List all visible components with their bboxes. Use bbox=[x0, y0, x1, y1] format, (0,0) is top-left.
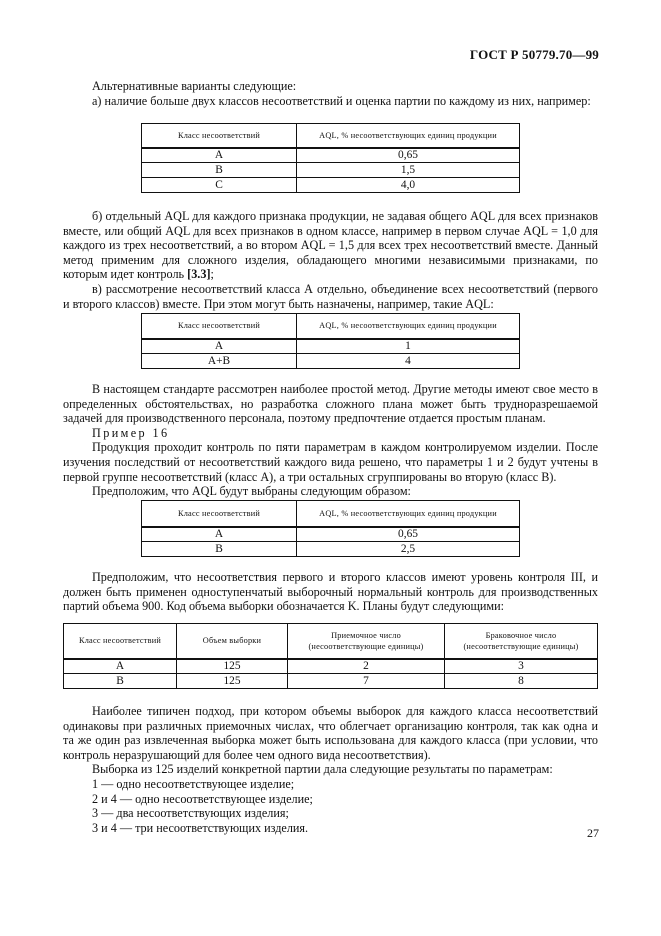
paragraph: Продукция проходит контроль по пяти параметрам в каждом контролируемом изделии. После изучения последствий от несоответствий каждого вида решено, что параметры 1 и 2 будут учтены в первой группе несоответствий (класс A), а три остальных сгруппированы во вторую (класс B). bbox=[63, 440, 598, 484]
paragraph: Наиболее типичен подход, при котором объемы выборок для каждого класса несоответствий одинаковы при различных приемочных числах, что облегчает организацию контроля, так как одна и та же один раз извлеченная выборка может быть использована для каждого класса (при условии, что контроль неразрушающий для более чем одного вида несоответствия). bbox=[63, 704, 598, 762]
column-header: AQL, % несоответствующих единиц продукции bbox=[297, 501, 520, 527]
sampling-plan-table bbox=[63, 623, 598, 689]
table-cell: 0,65 bbox=[297, 527, 520, 542]
list-item: 3 — два несоответствующих изделия; bbox=[92, 806, 289, 821]
text-block-4 bbox=[63, 570, 598, 614]
column-header: AQL, % несоответствующих единиц продукции bbox=[297, 314, 520, 339]
table-cell: 125 bbox=[177, 659, 288, 674]
table-cell: 7 bbox=[288, 674, 445, 689]
table-cell: 1 bbox=[297, 339, 520, 354]
text-block-3 bbox=[63, 382, 598, 499]
table-cell: 3 bbox=[445, 659, 598, 674]
table-cell: A bbox=[142, 527, 297, 542]
aql-table-3 bbox=[141, 500, 520, 557]
text-block-2 bbox=[63, 209, 598, 311]
table-cell: B bbox=[142, 163, 297, 178]
table-cell: 1,5 bbox=[297, 163, 520, 178]
table-cell: 8 bbox=[445, 674, 598, 689]
text-block-1 bbox=[63, 79, 598, 108]
table-row bbox=[142, 527, 520, 542]
column-header: Класс несоответствий bbox=[142, 314, 297, 339]
table-cell: 2 bbox=[288, 659, 445, 674]
list-item: 3 и 4 — три несоответствующих изделия. bbox=[92, 820, 309, 835]
column-header: Класс несоответствий bbox=[142, 124, 297, 148]
reference: [3.3] bbox=[187, 267, 211, 282]
table-cell: 4,0 bbox=[297, 178, 520, 193]
table-cell: A bbox=[142, 339, 297, 354]
table-cell: C bbox=[142, 178, 297, 193]
document-header: ГОСТ Р 50779.70—99 bbox=[469, 47, 599, 62]
header-line: (несоответствующие единицы) bbox=[308, 641, 424, 651]
aql-table-1 bbox=[141, 123, 520, 193]
list-item: 1 — одно несоответствующее изделие; bbox=[92, 776, 295, 791]
table-row bbox=[64, 659, 598, 674]
table-row bbox=[142, 178, 520, 193]
text-block-5 bbox=[63, 704, 598, 835]
paragraph: Выборка из 125 изделий конкретной партии дала следующие результаты по параметрам: bbox=[92, 762, 553, 777]
paragraph: в) рассмотрение несоответствий класса А отдельно, объединение всех несоответствий (первого и второго классов) вместе. При этом могут быть назначены, например, такие AQL: bbox=[63, 281, 598, 311]
page-number: 27 bbox=[587, 826, 599, 840]
table-cell: A bbox=[142, 148, 297, 163]
table-row bbox=[142, 354, 520, 369]
table-row bbox=[142, 148, 520, 163]
table-cell: 2,5 bbox=[297, 542, 520, 557]
table-cell: B bbox=[142, 542, 297, 557]
table-row bbox=[142, 163, 520, 178]
example-heading: Пример 16 bbox=[92, 425, 170, 440]
column-header bbox=[288, 624, 445, 659]
paragraph-end: ; bbox=[210, 267, 214, 282]
table-row bbox=[142, 339, 520, 354]
table-cell: 0,65 bbox=[297, 148, 520, 163]
table-row bbox=[142, 542, 520, 557]
paragraph: а) наличие больше двух классов несоответствий и оценка партии по каждому из них, например: bbox=[92, 93, 591, 108]
column-header: Класс несоответствий bbox=[142, 501, 297, 527]
paragraph bbox=[63, 209, 598, 282]
column-header: Объем выборки bbox=[177, 624, 288, 659]
header-line: Браковочное число bbox=[485, 630, 557, 640]
paragraph: Альтернативные варианты следующие: bbox=[92, 79, 297, 93]
paragraph-text: б) отдельный AQL для каждого признака продукции, не задавая общего AQL для всех признаков вместе, или общий AQL для всех признаков в одном классе, например в первом случае AQL = 1,0 для каждого из трех несоответствий, а во втором AQL = 1,5 для всех трех несоответствий вместе. Данный метод применим для сложного изделия, обладающего многими независимыми признаками, по которым идет контроль bbox=[63, 209, 598, 282]
aql-table-2 bbox=[141, 313, 520, 369]
column-header: Класс несоответствий bbox=[64, 624, 177, 659]
column-header bbox=[445, 624, 598, 659]
paragraph: В настоящем стандарте рассмотрен наиболее простой метод. Другие методы имеют свое место в определенных обстоятельствах, но разработка сложного плана может быть трудноразрешаемой задачей для производственного персонала, поэтому предпочтение отдается простым планам. bbox=[63, 382, 598, 426]
table-cell: A+B bbox=[142, 354, 297, 369]
column-header: AQL, % несоответствующих единиц продукции bbox=[297, 124, 520, 148]
list-item: 2 и 4 — одно несоответствующее изделие; bbox=[92, 791, 313, 806]
header-line: (несоответствующие единицы) bbox=[463, 641, 579, 651]
paragraph: Предположим, что AQL будут выбраны следующим образом: bbox=[92, 484, 411, 499]
paragraph: Предположим, что несоответствия первого и второго классов имеют уровень контроля III, и должен быть применен одноступенчатый выборочный нормальный контроль для производственных партий объема 900. Код объема выборки обозначается K. Планы будут следующими: bbox=[63, 570, 598, 614]
table-cell: A bbox=[64, 659, 177, 674]
table-cell: B bbox=[64, 674, 177, 689]
table-row bbox=[64, 674, 598, 689]
table-cell: 4 bbox=[297, 354, 520, 369]
header-line: Приемочное число bbox=[331, 630, 401, 640]
table-cell: 125 bbox=[177, 674, 288, 689]
